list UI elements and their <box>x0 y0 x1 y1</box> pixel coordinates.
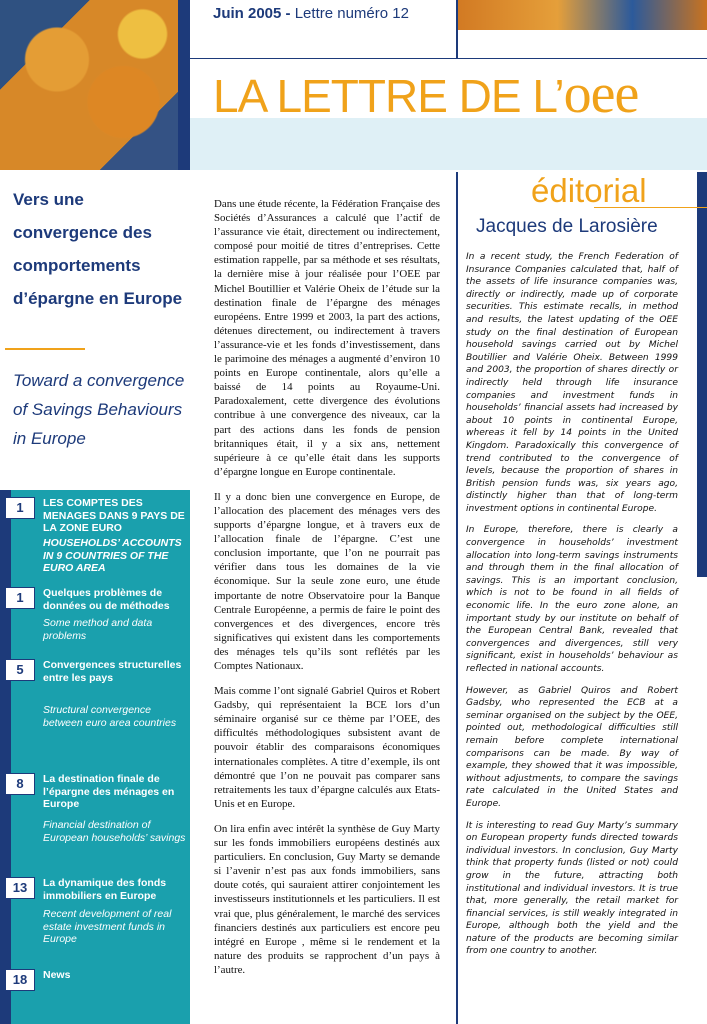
toc-subtitle: Recent development of real estate investment funds in Europe <box>43 908 172 945</box>
toc-title: La dynamique des fonds immobiliers en Europe <box>43 877 167 902</box>
editorial-paragraph: In Europe, therefore, there is clearly a convergence in households’ investment allocation into long-term savings instruments and through them in the final allocation of savings. This is an important conclusion, which is not to be found in all fields of economic life. In the euro zone alone, an important study by our institute on behalf of the European Central Bank, revealed that convergences and divergences, still very significant, exist in households’ behaviour as reflected in national accounts. <box>466 525 678 674</box>
toc-title: Quelques problèmes de données ou de méthodes <box>43 587 170 612</box>
masthead-suffix: oee <box>563 63 639 125</box>
toc-page-number: 18 <box>5 969 35 991</box>
article-paragraph: Mais comme l’ont signalé Gabriel Quiros et Robert Gadsby, qui représentaient la BCE lors d’un séminaire organisé sur ce thème par l’OEE, des difficultés méthodologiques subsistent avant de pouvoir établir des comparaisons économiques internationales complètes. A titre d’exemple, ils ont démontré que l’on ne pouvait pas comparer sans retraitements les taux d’épargne calculés aux Etats-Unis et en Europe. <box>214 685 440 810</box>
toc-title: News <box>43 969 71 981</box>
editorial-paragraph: In a recent study, the French Federation of Insurance Companies calculated that, half of the assets of life insurance companies was, directly or indirectly, made up of corporate securities. This estimate recalls, in method and results, the latest updating of the OEE study on the final destination of European household savings carried out by Michel Boutillier and Valérie Oheix. Between 1999 and 2003, the proportion of shares directly or indirectly held through life insurance companies and investment funds in households’ financial assets had increased by about 10 points in continental Europe, whereas it fell by 14 points in the United Kingdom. Paradoxically this convergence of trend contributed to the convergence of levels, because the proportion of shares in British pension funds was, six years ago, distinctly higher than that of long-term investment options in continental Europe. <box>466 252 678 514</box>
editorial-body <box>466 251 678 967</box>
header-divider <box>456 0 458 58</box>
toc-page-number: 8 <box>5 773 35 795</box>
toc-page-number: 13 <box>5 877 35 899</box>
header-map-image <box>0 0 190 170</box>
article-paragraph: Dans une étude récente, la Fédération Française des Sociétés d’Assurances a calculé que l’actif de l’assurance vie était, directement ou indirectement, composé pour moitié de titres d’entreprises. Cette estimation rappelle, par sa méthode et ses résultats, la dernière mise à jour réalisée pour l’OEE par Michel Boutillier et Valérie Oheix de l’étude sur la destination finale de l’épargne des ménages européens. Entre 1999 et 2003, la part des actions, détenues directement, ou indirectement à travers l’assurance-vie et les fonds d’investissement, dans le parimoine des ménages a augmenté d’environ 10 points en Europe continentale, alors qu’elle a baissé de 14 points au Royaume-Uni. Paradoxalement, cette divergence des évolutions contribue à une convergence des niveaux, car la part des actions dans les fonds de pension britanniques était, il y a six ans, nettement supérieure à ce qu’elle était dans les supports d’épargne longue en Europe continentale. <box>214 198 440 478</box>
toc-title: Convergences structurelles entre les pays <box>43 659 182 684</box>
toc-page-number: 1 <box>5 497 35 519</box>
lead-title-en: Toward a convergence of Savings Behaviours in Europe <box>13 371 185 448</box>
editorial-author: Jacques de Larosière <box>476 216 658 237</box>
lead-rule <box>5 348 85 350</box>
issue-number: Lettre numéro 12 <box>294 5 409 22</box>
header-rule <box>190 58 707 59</box>
article-fr <box>214 197 440 988</box>
toc-page-number: 1 <box>5 587 35 609</box>
column-divider <box>456 172 458 1024</box>
article-paragraph: On lira enfin avec intérêt la synthèse de Guy Marty sur les fonds immobiliers européens destinés aux particuliers. En conclusion, Guy Marty se demande si l’avenir n’est pas aux fonds immobiliers, sans doute cotés, qui sauraient attirer conjointement les investisseurs institutionnels et les particuliers. Il est vrai que, plus généralement, le marché des services financiers destinés aux particuliers est encore peu intégré en Europe , même si le rendement et la nature des produits se rapprochent d’un pays à l’autre. <box>214 822 440 976</box>
toc-title: LES COMPTES DES MENAGES DANS 9 PAYS DE LA ZONE EURO <box>43 497 185 534</box>
toc-subtitle: Structural convergence between euro area countries <box>43 704 177 729</box>
header-map-strip <box>458 0 707 30</box>
lead-title-fr: Vers une convergence des comportements d’épargne en Europe <box>13 190 183 308</box>
masthead-main: LA LETTRE DE L’ <box>213 70 564 122</box>
editorial-side-bar <box>697 172 707 577</box>
masthead <box>213 63 639 125</box>
editorial-heading: éditorial <box>531 172 647 209</box>
toc-subtitle: Financial destination of European households’ savings <box>43 819 186 844</box>
toc-title: La destination finale de l’épargne des ménages en Europe <box>43 773 175 810</box>
toc-page-number: 5 <box>5 659 35 681</box>
editorial-paragraph: However, as Gabriel Quiros and Robert Gadsby, who represented the ECB at a seminar organised on the subject by the OEE, pointed out, methodological difficulties still remain before complete international comparisons can be made. By way of example, they showed that it was impossible, without adjustments, to compare the savings rate calculated in the United States and Europe. <box>466 685 678 809</box>
article-paragraph: Il y a donc bien une convergence en Europe, de l’allocation des placement des ménages vers des supports d’épargne longue, et à travers eux de l’allocation finale de l’épargne. C’est une conclusion importante, que l’on ne pourrait pas vérifier dans tous les domaines de la vie économique. Sur la seule zone euro, une étude importante de notre Observatoire pour la Banque Centrale Européenne, a permis de faire le point des convergences et des divergences, encore très significatives qui existent dans les comportements des ménages tels qu’ils sont reflétés par les Comptes Nationaux. <box>214 490 440 672</box>
toc-subtitle: Some method and data problems <box>43 617 153 642</box>
toc-subtitle: HOUSEHOLDS’ ACCOUNTS IN 9 COUNTRIES OF THE EURO AREA <box>43 537 182 574</box>
issue-info <box>213 5 409 22</box>
masthead-band <box>190 118 707 170</box>
toc-side-bar <box>0 490 11 1024</box>
editorial-paragraph: It is interesting to read Guy Marty’s summary on European property funds directed towards individual investors. In conclusion, Guy Marty think that property funds (listed or not) could grow in the future, attracting both institutional and individual investors. It is true that, more generally, the retail market for financial services, is still weakly integrated in Europe, although both the yield and the nature of the products are becoming similar from one country to another. <box>466 820 678 957</box>
issue-date: Juin 2005 - <box>213 5 291 22</box>
